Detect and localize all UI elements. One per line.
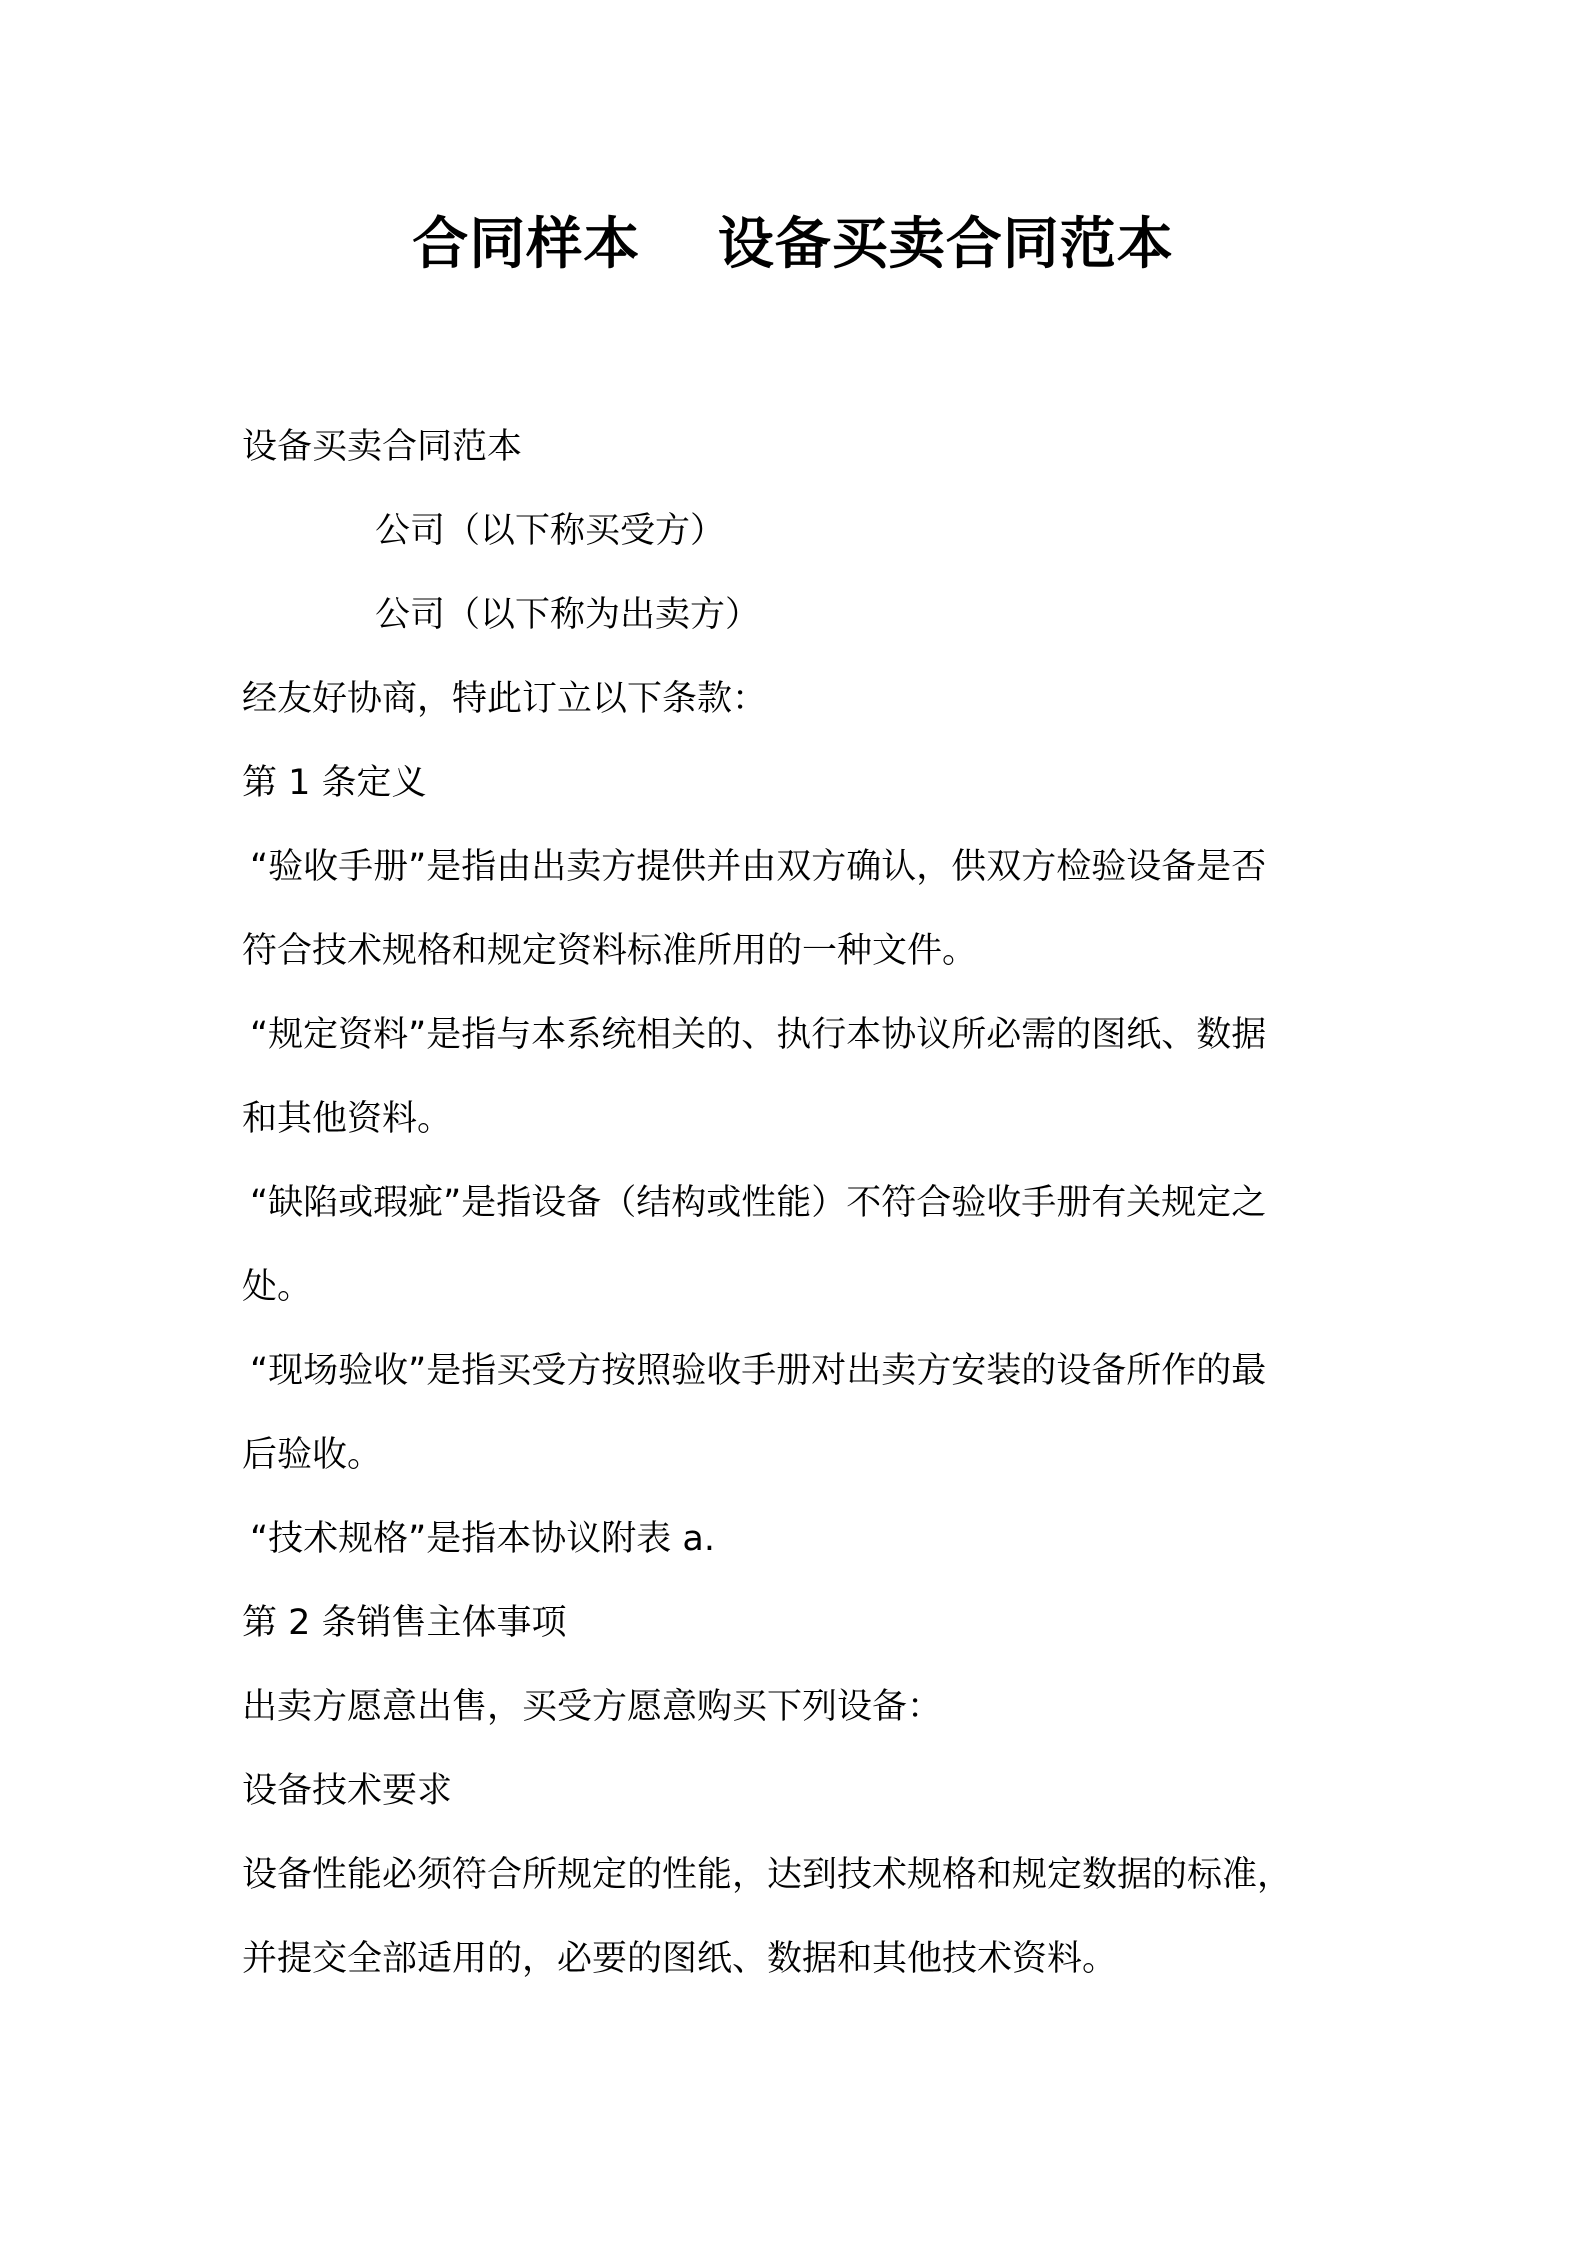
definition-line: “缺陷或瑕疵”是指设备（结构或性能）不符合验收手册有关规定之 (250, 1183, 1267, 1223)
definition-line: “技术规格”是指本协议附表 a. (250, 1519, 715, 1559)
article-1-heading: 第 1 条定义 (242, 763, 427, 803)
definition-line: “规定资料”是指与本系统相关的、执行本协议所必需的图纸、数据 (250, 1015, 1267, 1055)
buyer-line: 公司（以下称买受方） (375, 511, 726, 551)
preamble-line: 经友好协商，特此订立以下条款： (242, 679, 768, 719)
definition-line: “现场验收”是指买受方按照验收手册对出卖方安装的设备所作的最 (250, 1351, 1267, 1391)
requirements-line: 并提交全部适用的，必要的图纸、数据和其他技术资料。 (242, 1939, 1118, 1979)
sale-statement-line: 出卖方愿意出售，买受方愿意购买下列设备： (242, 1687, 943, 1727)
requirements-heading: 设备技术要求 (242, 1771, 453, 1811)
subtitle-line: 设备买卖合同范本 (242, 427, 523, 467)
definition-line: 符合技术规格和规定资料标准所用的一种文件。 (242, 931, 978, 971)
definition-line: 处。 (242, 1267, 313, 1307)
document-body (242, 405, 1362, 2001)
definition-line: 和其他资料。 (242, 1099, 453, 1139)
seller-line: 公司（以下称为出卖方） (375, 595, 761, 635)
requirements-line: 设备性能必须符合所规定的性能，达到技术规格和规定数据的标准， (242, 1855, 1293, 1895)
definition-line: 后验收。 (242, 1435, 383, 1475)
document-title: 合同样本 设备买卖合同范本 (412, 212, 1174, 277)
article-2-heading: 第 2 条销售主体事项 (242, 1603, 567, 1643)
definition-line: “验收手册”是指由出卖方提供并由双方确认，供双方检验设备是否 (250, 847, 1267, 887)
